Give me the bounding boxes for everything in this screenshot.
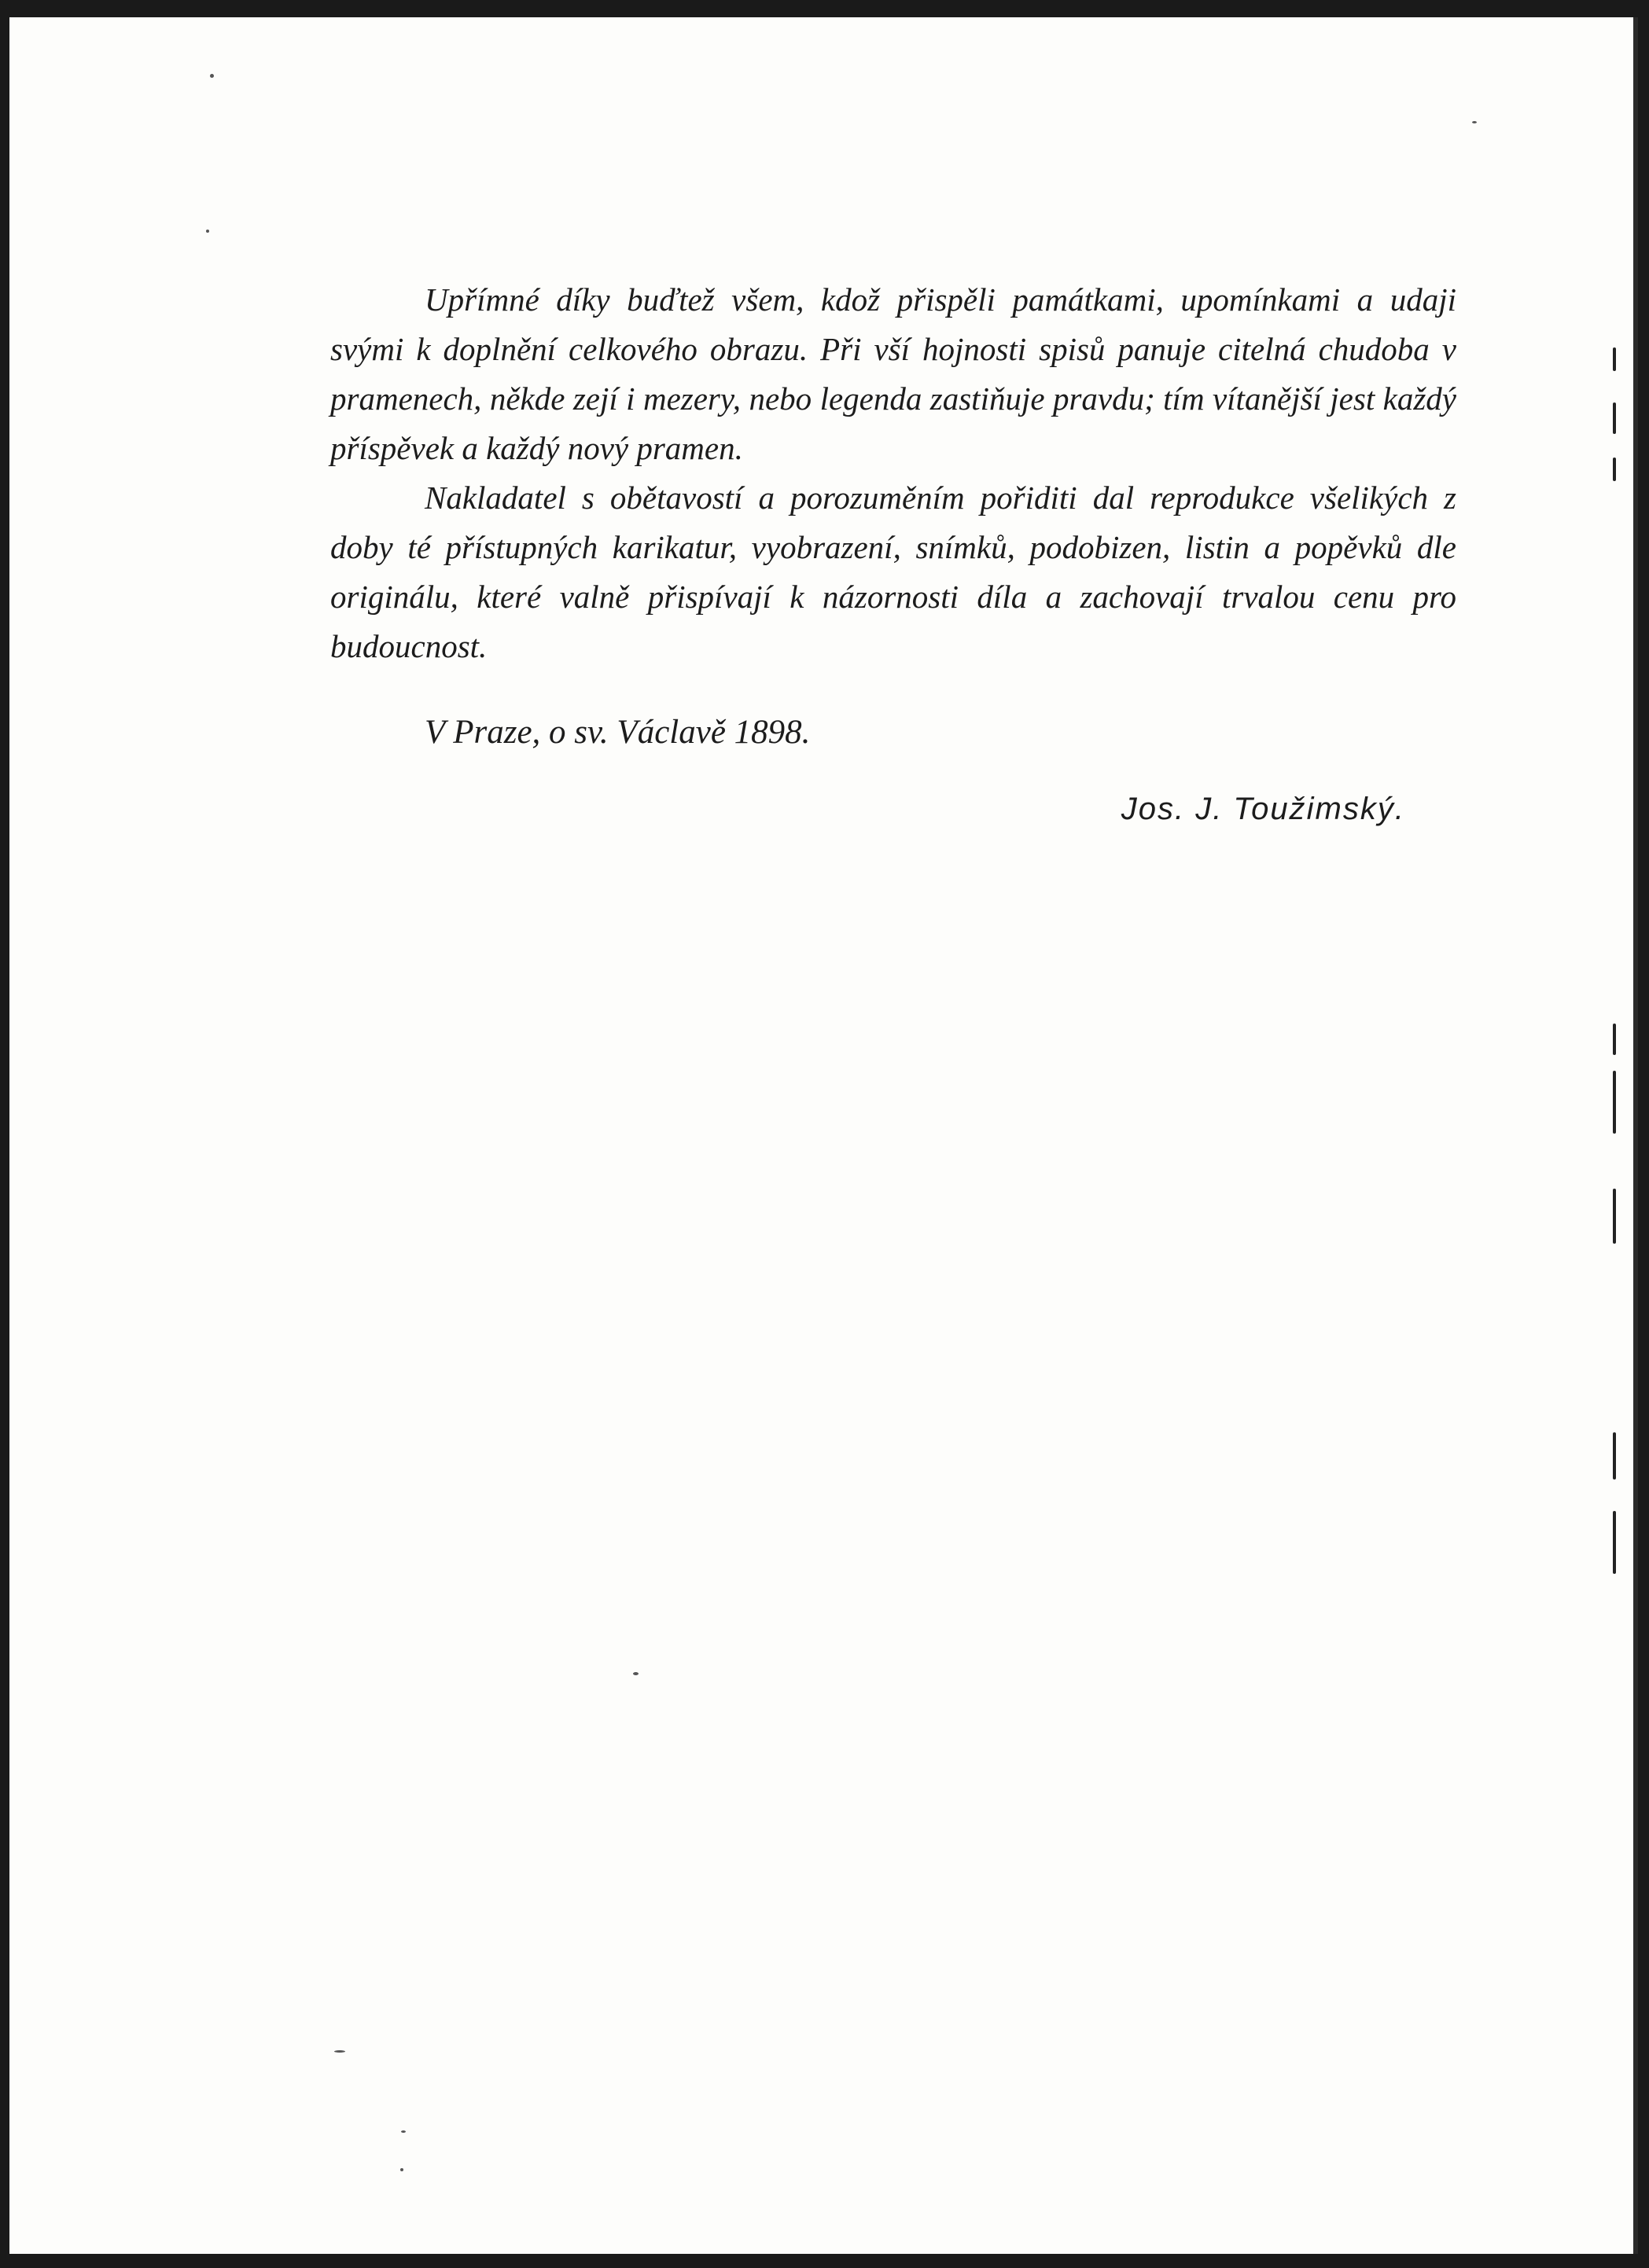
dateline: V Praze, o sv. Václavě 1898. (425, 714, 811, 751)
paragraph-publisher: Nakladatel s obětavostí a porozuměním pořiditi dal reprodukce všelikých z doby té přístupných karikatur, vyobrazení, snímků, podobizen, listin a popěvků dle originálu, které valně přispívají k názornosti díla a zachovají trvalou cenu pro budoucnost. (330, 480, 1456, 664)
scanned-page (9, 17, 1638, 2254)
binding-edge-marks (1613, 316, 1619, 1888)
signature: Jos. J. Toužimský. (1121, 792, 1405, 826)
body-text (330, 275, 1456, 671)
scan-speck (334, 2050, 345, 2053)
scan-speck (210, 74, 214, 78)
scan-speck (206, 230, 209, 233)
paragraph-acknowledgements: Upřímné díky buďtež všem, kdož přispěli památkami, upomínkami a udaji svými k doplnění celkového obrazu. Při vší hojnosti spisů panuje citelná chudoba v pramenech, někde zejí i mezery, nebo legenda zastiňuje pravdu; tím vítanější jest každý příspěvek a každý nový pramen. (330, 281, 1456, 466)
scan-speck (401, 2130, 406, 2133)
scan-speck (633, 1672, 639, 1675)
scan-speck (400, 2168, 403, 2171)
scan-speck (1472, 121, 1477, 123)
